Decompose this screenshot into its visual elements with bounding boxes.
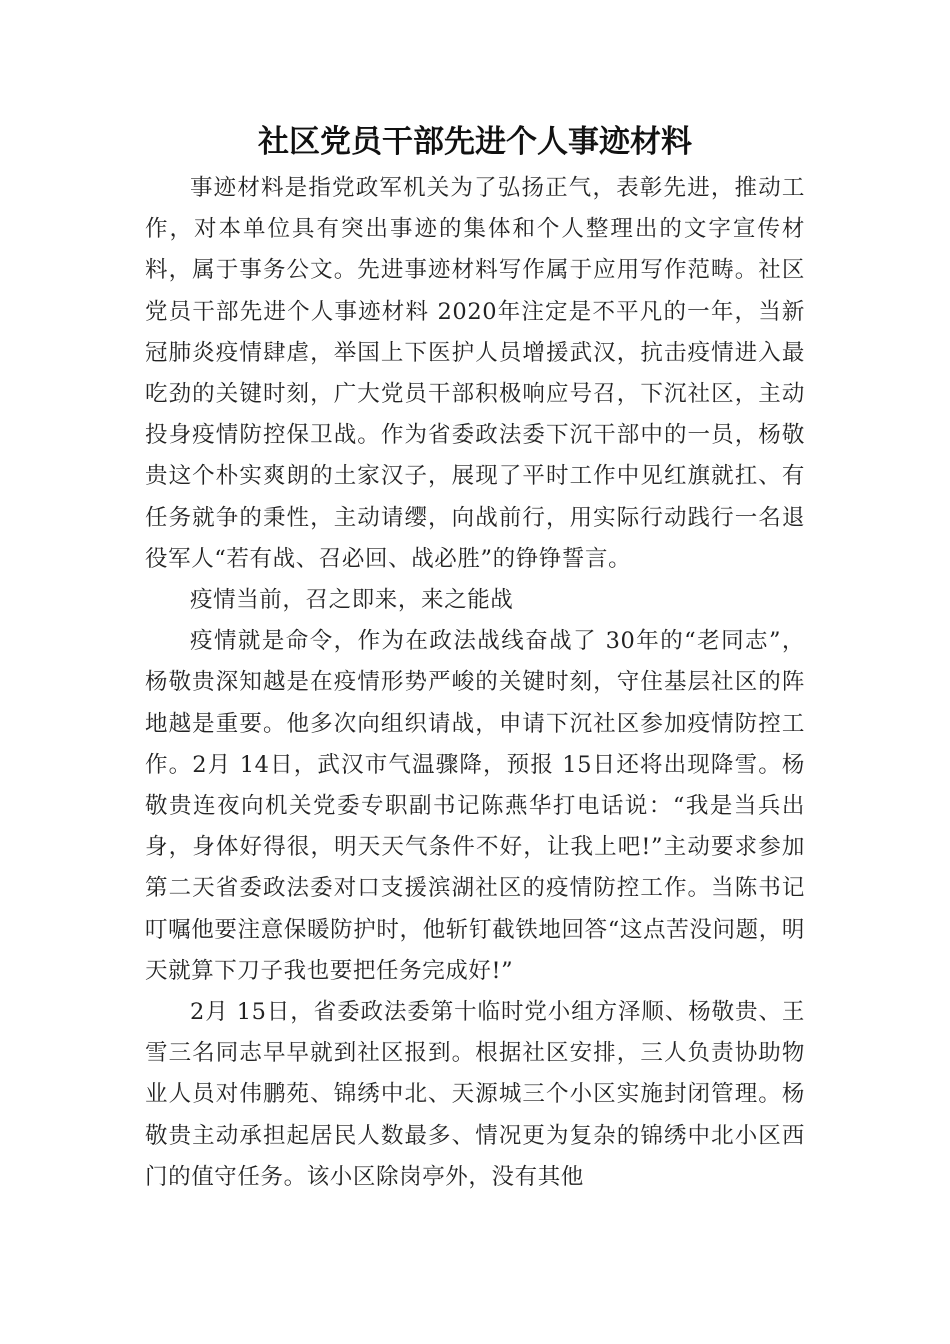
paragraph-call-to-duty: 疫情就是命令，作为在政法战线奋战了 30年的“老同志”，杨敬贵深知越是在疫情形势严峻的关键时刻，守住基层社区的阵地越是重要。他多次向组织请战，申请下沉社区参加疫情防控工作。2月 14日，武汉市气温骤降，预报 15日还将出现降雪。杨敬贵连夜向机关党委专职副书记陈燕华打电话说：“我是当兵出身，身体好得很，明天天气条件不好，让我上吧!”主动要求参加第二天省委政法委对口支援滨湖社区的疫情防控工作。当陈书记叮嘱他要注意保暖防护时，他斩钉截铁地回答“这点苦没问题，明天就算下刀子我也要把任务完成好!” — [145, 628, 805, 984]
document-title: 社区党员干部先进个人事迹材料 — [258, 124, 692, 160]
paragraph-subheading: 疫情当前，召之即来，来之能战 — [190, 587, 514, 614]
paragraph-intro: 事迹材料是指党政军机关为了弘扬正气，表彰先进，推动工作，对本单位具有突出事迹的集体和个人整理出的文字宣传材料，属于事务公文。先进事迹材料写作属于应用写作范畴。社区党员干部先进个人事迹材料 2020年注定是不平凡的一年，当新冠肺炎疫情肆虐，举国上下医护人员增援武汉，抗击疫情进入最吃劲的关键时刻，广大党员干部积极响应号召，下沉社区，主动投身疫情防控保卫战。作为省委政法委下沉干部中的一员，杨敬贵这个朴实爽朗的土家汉子，展现了平时工作中见红旗就扛、有任务就争的秉性，主动请缨，向战前行，用实际行动践行一名退役军人“若有战、召必回、战必胜”的铮铮誓言。 — [145, 175, 805, 572]
document-body — [145, 120, 805, 1198]
paragraph-community-duty: 2月 15日，省委政法委第十临时党小组方泽顺、杨敬贵、王雪三名同志早早就到社区报到。根据社区安排，三人负责协助物业人员对伟鹏苑、锦绣中北、天源城三个小区实施封闭管理。杨敬贵主动承担起居民人数最多、情况更为复杂的锦绣中北小区西门的值守任务。该小区除岗亭外，没有其他 — [145, 999, 805, 1190]
